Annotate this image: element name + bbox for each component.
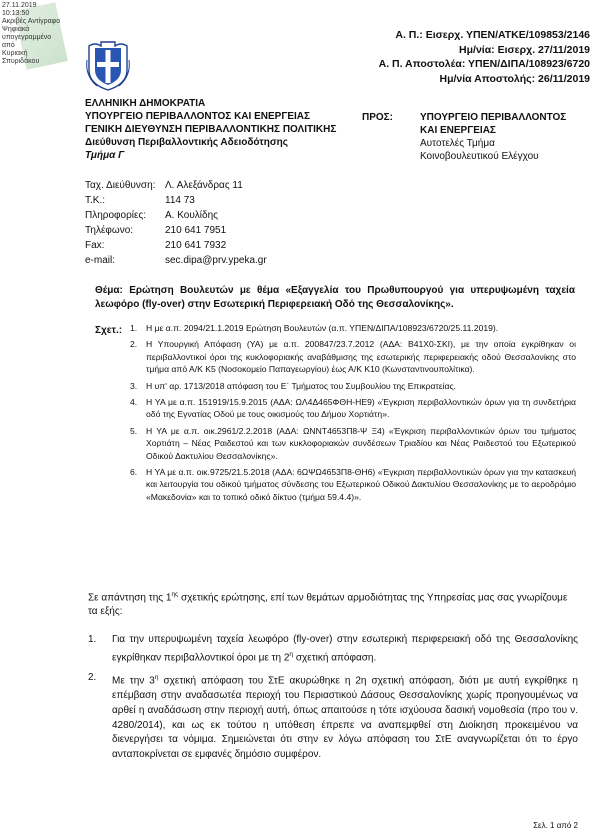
stamp-line: Σπυριδάκου [2,58,40,65]
contact-label: e-mail: [85,255,116,266]
country-name: ΕΛΛΗΝΙΚΗ ΔΗΜΟΚΡΑΤΙΑ [85,98,206,109]
contact-value: 210 641 7951 [165,225,227,236]
reference-text: Η ΥΑ με α.π. 151919/15.9.2015 (ΑΔΑ: ΩΛ4Δ465ΦΘΗ-ΗΕ9) «Έγκριση περιβαλλοντικών όρων για τη συνδετήρια οδό της Εγνατίας Οδού με τους οικισμούς του Δήμου Χορτιάτη». [146,397,576,420]
answer-number: 1. [88,634,97,645]
answer-item [88,671,578,763]
contact-row [85,253,267,268]
reference-text: Η ΥΑ με α.π. οικ.2961/2.2.2018 (ΑΔΑ: ΩΝΝΤ4653Π8-Ψ Ξ4) «Έγκριση περιβαλλοντικών όρων του τμήματος Χορτιάτη – Νέας Ραιδεστού και των κυκλοφοριακών συνδέσεων Τριαδίου και Νέας Ραιδεστού του Εξωτερικού Οδικού Δακτυλίου Θεσσαλονίκης». [146,425,576,461]
contact-row [85,178,267,193]
answer-text-part: σχετική απόφαση του ΣτΕ ακυρώθηκε η 2η σχετική απόφαση, διότι με αυτή εγκρίθηκε η επέμβαση στην αναδασωτέα περιοχή του Περιαστικού Δάσους Θεσσαλονίκης χωρίς προηγουμένως να αρθεί η αναδάσωση στην περιοχή αυτή, όπως απαιτούσε η τότε ισχύουσα δασική νομοθεσία (προ του ν. 4280/2014), και ως εκ τούτου η υπόθεση έπρεπε να αναπεμφθεί στη Διοίκηση προκειμένου να διενεργήσει τα νόμιμα. Σημειώνεται ότι στην εν λόγω απόφαση του ΣτΕ αναγνωρίζεται ότι το έργο ανταποκρίνεται σε εμφανές δημόσιο συμφέρον. [112,675,578,761]
general-directorate: ΓΕΝΙΚΗ ΔΙΕΥΘΥΝΣΗ ΠΕΡΙΒΑΛΛΟΝΤΙΚΗΣ ΠΟΛΙΤΙΚΗΣ [85,124,337,135]
reference-item [130,380,576,392]
send-date: Ημ/νία Αποστολής: 26/11/2019 [439,72,590,85]
recipient-line: Κοινοβουλευτικού Ελέγχου [420,151,539,162]
contact-value: 114 73 [165,195,195,206]
contact-row [85,223,267,238]
reference-text: Η υπ' αρ. 1713/2018 απόφαση του Ε΄ Τμήματος του Συμβουλίου της Επικρατείας. [146,380,457,391]
answer-superscript: η [154,673,159,681]
answer-text-part: Για την υπερυψωμένη ταχεία λεωφόρο (fly-over) στην εσωτερική περιφερειακή οδό της Θεσσαλονίκης εγκρίθηκαν περιβαλλοντικοί όροι με τη 2 [112,634,578,664]
recipient-line: ΥΠΟΥΡΓΕΙΟ ΠΕΡΙΒΑΛΛΟΝΤΟΣ [420,112,567,123]
reference-number: 6. [130,467,138,478]
answer-number: 2. [88,671,97,683]
intro-text: σχετικής ερώτησης, επί των θεμάτων αρμοδιότητας της Υπηρεσίας μας σας γνωρίζουμε τα εξής: [88,592,568,618]
intro-paragraph [88,588,578,619]
references-label: Σχετ.: [95,325,123,336]
incoming-date: Ημ/νία: Εισερχ. 27/11/2019 [459,43,590,56]
reference-item [130,338,576,375]
reference-item [130,322,576,334]
contact-value: 210 641 7932 [165,240,227,251]
references-list [130,322,576,507]
sender-protocol: Α. Π. Αποστολέα: ΥΠΕΝ/ΔΙΠΑ/108923/6720 [378,58,590,70]
reference-item [130,466,576,503]
sender-header [85,97,336,162]
contact-label: Πληροφορίες: [85,210,147,221]
reference-item [130,396,576,421]
answer-superscript: η [289,650,294,658]
answer-text [112,633,578,666]
contact-row [85,193,267,208]
intro-superscript: ης [171,591,179,598]
intro-text: Σε απάντηση της 1 [88,592,172,604]
recipient-block [362,111,566,163]
answer-text [112,671,578,763]
reference-number: 5. [130,425,138,436]
page-number: Σελ. 1 από 2 [533,821,578,830]
recipient-line: Αυτοτελές Τμήμα [420,138,495,149]
stamp-line: από [2,42,15,49]
greek-coat-of-arms-icon [85,40,131,92]
contact-value: Λ. Αλεξάνδρας 11 [165,180,243,191]
contact-label: Τ.Κ.: [85,195,106,206]
stamp-line: Ακριβές Αντίγραφο [2,18,61,25]
contact-row [85,238,267,253]
directorate: Διεύθυνση Περιβαλλοντικής Αδειοδότησης [85,137,288,148]
stamp-line: Ψηφιακά [2,26,30,33]
reference-text: Η Υπουργική Απόφαση (ΥΑ) με α.π. 200847/23.7.2012 (ΑΔΑ: Β41Χ0-ΣΚΙ), με την οποία εγκρίθηκαν οι περιβαλλοντικοί όροι της κυκλοφοριακής αναβάθμισης της εσωτερικής περιφερειακής οδού Θεσσαλονίκης στο τμήμα από Α/Κ Κ5 (Νοσοκομείο Παπαγεωργίου) έως Α/Κ Κ10 (Κωνσταντινουπολίτικα). [146,339,576,375]
contact-value: sec.dipa@prv.ypeka.gr [165,255,267,266]
reference-text: Η με α.π. 2094/21.1.2019 Ερώτηση Βουλευτών (α.π. ΥΠΕΝ/ΔΙΠΑ/108923/6720/25.11.2019). [146,323,499,333]
contact-value: Α. Κουλίδης [165,210,218,221]
protocol-reference [379,28,590,86]
recipient-line: ΚΑΙ ΕΝΕΡΓΕΙΑΣ [420,125,496,136]
contact-label: Ταχ. Διεύθυνση: [85,180,156,191]
stamp-line: 27.11.2019 10:13:50 [2,2,37,17]
reference-number: 1. [130,323,138,333]
recipient-label: ΠΡΟΣ: [362,112,394,123]
ministry-name: ΥΠΟΥΡΓΕΙΟ ΠΕΡΙΒΑΛΛΟΝΤΟΣ ΚΑΙ ΕΝΕΡΓΕΙΑΣ [85,111,310,122]
reference-text: Η ΥΑ με α.π. οικ.9725/21.5.2018 (ΑΔΑ: 6ΩΨΩ4653Π8-ΘΗ6) «Έγκριση περιβαλλοντικών όρων για την κατασκευή και λειτουργία του οδικού τμήματος σύνδεσης του Εξωτερικού Οδικού Δακτυλίου Θεσσαλονίκης με το αεροδρόμιο «Μακεδονία» και το τοπικό οδικό δίκτυο (τμήμα 59.4.4)». [146,467,576,502]
reference-item [130,425,576,462]
stamp-line: υπογεγραμμένο [2,34,52,41]
department: Τμήμα Γ [85,150,125,161]
incoming-protocol: Α. Π.: Εισερχ. ΥΠΕΝ/ΑΤΚΕ/109853/2146 [395,29,590,41]
subject: Θέμα: Ερώτηση Βουλευτών με θέμα «Εξαγγελία του Πρωθυπουργού για υπερυψωμένη ταχεία λεωφόρο (fly-over) στην Εσωτερική Περιφερειακή Οδό της Θεσσαλονίκης». [95,285,575,310]
reference-number: 3. [130,380,138,391]
answer-text-part: Με την 3 [112,675,155,687]
answer-text-part: σχετική απόφαση. [293,652,377,664]
contact-row [85,208,267,223]
digital-signature-stamp [2,2,62,66]
contact-label: Τηλέφωνο: [85,225,134,236]
reference-number: 4. [130,397,138,408]
stamp-line: Κυριακή [2,50,28,57]
answer-item [88,633,578,666]
answers-list [88,633,578,768]
reference-number: 2. [130,339,138,350]
contact-label: Fax: [85,240,105,251]
contact-details [85,178,267,268]
